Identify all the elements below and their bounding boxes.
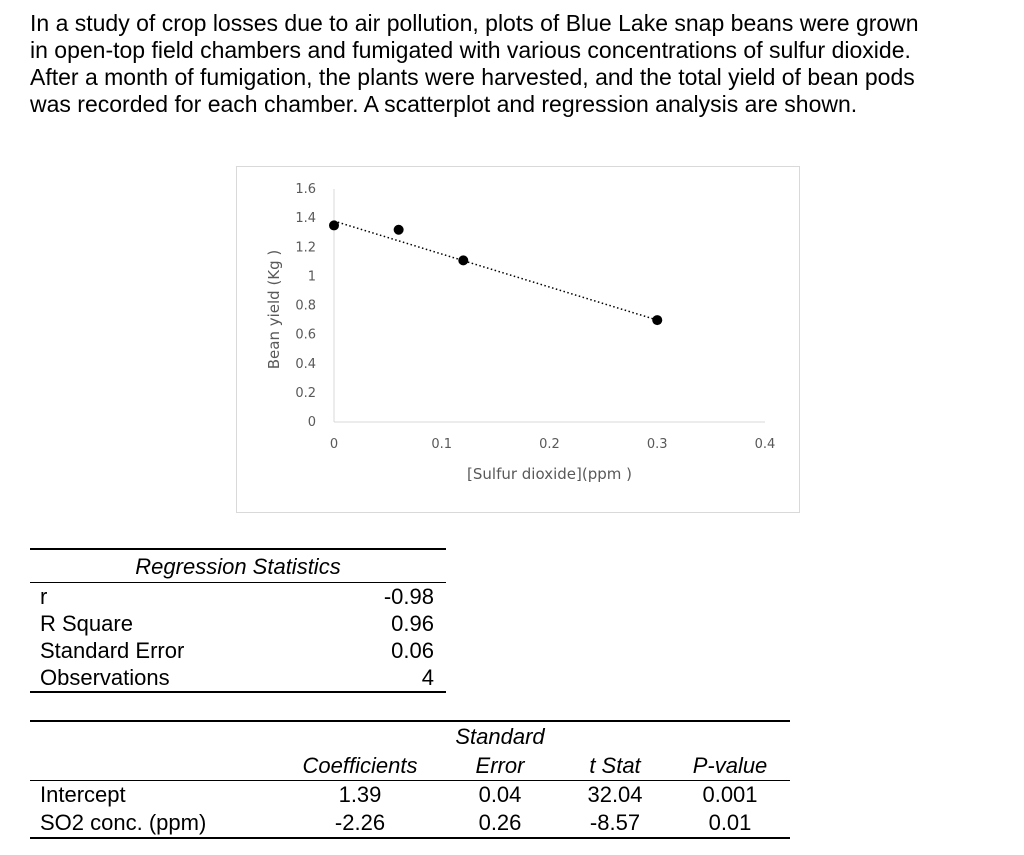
y-tick-label: 0.8 (295, 298, 316, 314)
header-t-stat: t Stat (560, 721, 670, 781)
table-row (30, 583, 446, 611)
problem-text (30, 10, 1005, 118)
scatterplot-svg (237, 167, 801, 514)
header-standard-error-line1: Standard (455, 724, 545, 749)
data-point (652, 315, 662, 325)
p-value: 0.001 (702, 782, 758, 807)
y-tick-label: 0.4 (295, 356, 316, 372)
stat-label: Standard Error (40, 638, 185, 663)
y-tick-label: 1.6 (295, 182, 316, 197)
table-row (30, 664, 446, 692)
x-tick-label: 0.3 (646, 437, 668, 452)
data-point (329, 220, 339, 230)
y-tick-label: 1.2 (295, 240, 316, 256)
problem-text-line: After a month of fumigation, the plants were harvested, and the total yield of bean pods (30, 64, 915, 90)
problem-text-line: in open-top field chambers and fumigated with various concentrations of sulfur dioxide. (30, 37, 911, 63)
y-axis-title: Bean yield (Kg ) (265, 249, 283, 370)
x-tick-label: 0.2 (539, 437, 560, 452)
t-value: 32.04 (587, 782, 643, 807)
row-label: Intercept (40, 782, 126, 807)
stat-value: 0.96 (391, 611, 434, 636)
y-tick-label: 0.6 (295, 327, 316, 343)
problem-text-line: In a study of crop losses due to air pollution, plots of Blue Lake snap beans were grown (30, 10, 919, 36)
regression-statistics-header: Regression Statistics (30, 549, 446, 583)
x-tick-label: 0.4 (754, 437, 776, 452)
y-tick-label: 0.2 (295, 385, 316, 401)
stat-label: Observations (30, 664, 327, 692)
x-tick-label: 0.1 (431, 437, 453, 452)
stat-label: r (40, 584, 48, 609)
table-row (30, 610, 446, 637)
scatterplot-chart (236, 166, 800, 513)
header-p-value: P-value (670, 721, 790, 781)
x-axis-title: [Sulfur dioxide](ppm ) (467, 465, 632, 483)
y-tick-labels (295, 182, 316, 430)
x-tick-labels (330, 437, 775, 452)
stat-label: R Square (40, 611, 133, 636)
coef-value: -2.26 (280, 809, 440, 838)
p-value: 0.01 (670, 809, 790, 838)
se-value: 0.26 (440, 809, 560, 838)
row-label: SO2 conc. (ppm) (30, 809, 280, 838)
table-row (30, 637, 446, 664)
se-value: 0.04 (478, 782, 522, 807)
stat-value: 0.06 (391, 638, 434, 663)
problem-text-line: was recorded for each chamber. A scatterplot and regression analysis are shown. (30, 91, 858, 117)
y-tick-label: 0 (307, 415, 316, 430)
data-points (329, 220, 662, 325)
trendline (334, 221, 657, 320)
table-row (30, 809, 790, 838)
data-point (394, 225, 404, 235)
coef-value: 1.39 (338, 782, 382, 807)
x-tick-label: 0 (329, 437, 339, 452)
blank-header-cell (30, 721, 280, 781)
header-standard-error (440, 721, 560, 781)
y-tick-label: 1 (307, 269, 316, 285)
t-value: -8.57 (560, 809, 670, 838)
stat-value: 4 (327, 664, 446, 692)
y-tick-label: 1.4 (295, 211, 316, 227)
stat-value: -0.98 (383, 584, 434, 609)
regression-statistics-table (30, 548, 446, 693)
header-coefficients: Coefficients (280, 721, 440, 781)
header-standard-error-line2: Error (475, 753, 525, 778)
coefficients-table (30, 720, 790, 839)
table-row (30, 781, 790, 810)
data-point (458, 255, 468, 265)
